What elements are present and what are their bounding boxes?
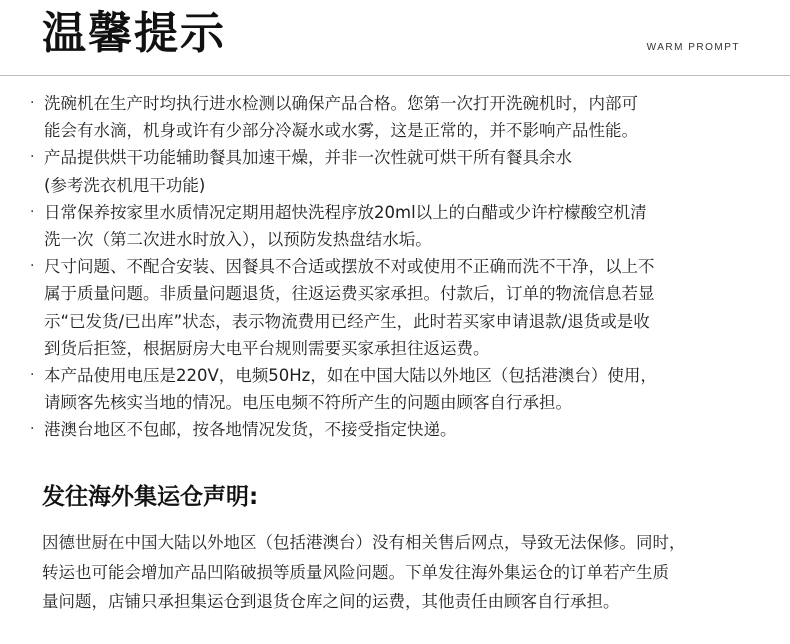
overseas-line: 因德世厨在中国大陆以外地区（包括港澳台）没有相关售后网点，导致无法保修。同时， [42,533,686,552]
note-line: 港澳台地区不包邮，按各地情况发货，不接受指定快递。 [44,420,457,440]
overseas-line: 量问题，店铺只承担集运仓到退货仓库之间的运费，其他责任由顾客自行承担。 [42,592,620,611]
bullet-icon: · [30,258,35,275]
note-item [30,90,760,144]
note-item [30,362,760,416]
note-line: 请顾客先核实当地的情况。电压电频不符所产生的问题由顾客自行承担。 [44,393,572,413]
note-line: 能会有水滴，机身或许有少部分冷凝水或水雾，这是正常的，并不影响产品性能。 [44,121,638,141]
note-line: 示“已发货/已出库”状态，表示物流费用已经产生，此时若买家申请退款/退货或是收 [44,311,650,331]
bullet-icon: · [30,95,35,111]
note-line: (参考洗衣机甩干功能) [44,175,206,195]
overseas-section-body [42,528,782,617]
bullet-icon: · [30,421,35,438]
header-divider [0,75,790,76]
bullet-icon: · [30,367,35,384]
note-line: 到货后拒签，根据厨房大电平台规则需要买家承担往返运费。 [44,338,490,358]
header [0,0,790,76]
page-subtitle: WARM PROMPT [646,42,740,53]
note-line: 本产品使用电压是220V，电频50Hz，如在中国大陆以外地区（包括港澳台）使用， [44,366,657,386]
bullet-icon: · [30,203,35,220]
note-line: 产品提供烘干功能辅助餐具加速干燥，并非一次性就可烘干所有餐具余水 [44,148,572,168]
note-line: 尺寸问题、不配合安装、因餐具不合适或摆放不对或使用不正确而洗不干净，以上不 [44,257,655,277]
notes-list [30,90,760,444]
page-title: 温馨提示 [42,8,226,59]
bullet-icon: · [30,149,35,166]
note-item [30,253,760,362]
note-item [30,416,760,443]
overseas-line: 转运也可能会增加产品凹陷破损等质量风险问题。下单发往海外集运仓的订单若产生质 [42,562,669,582]
note-line: 洗碗机在生产时均执行进水检测以确保产品合格。您第一次打开洗碗机时，内部可 [44,94,638,113]
note-line: 洗一次（第二次进水时放入），以预防发热盘结水垢。 [44,230,432,250]
note-line: 日常保养按家里水质情况定期用超快洗程序放20ml以上的白醋或少许柠檬酸空机清 [44,202,647,222]
overseas-section-title: 发往海外集运仓声明: [42,484,259,510]
note-line: 属于质量问题。非质量问题退货，往返运费买家承担。付款后，订单的物流信息若显 [44,284,655,304]
note-item [30,144,760,198]
note-item [30,199,760,253]
